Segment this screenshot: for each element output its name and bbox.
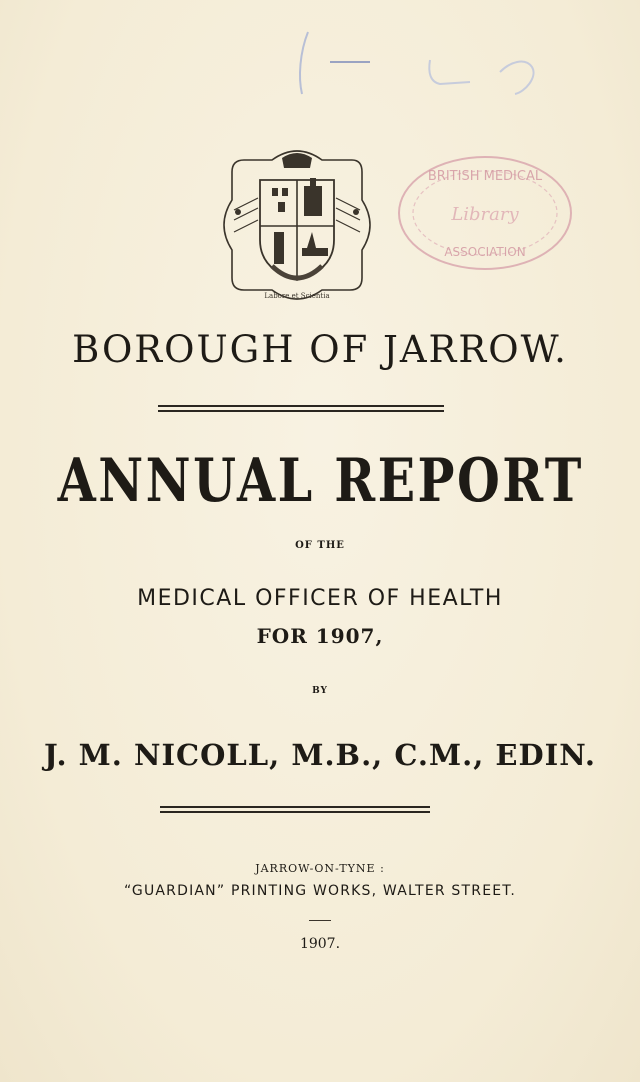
divider-top-1 [158, 405, 444, 407]
stamp-text-middle: Library [451, 204, 519, 225]
short-dash [309, 920, 331, 921]
publication-place: JARROW-ON-TYNE : [255, 862, 385, 875]
officer-title: MEDICAL OFFICER OF HEALTH [137, 586, 503, 611]
borough-seal-emblem [212, 140, 382, 310]
by-text: BY [312, 686, 328, 696]
author-name: J. M. NICOLL, M.B., C.M., EDIN. [44, 738, 596, 772]
seal-motto: Labore et Scientia [264, 292, 330, 300]
report-year-line: FOR 1907, [256, 624, 384, 648]
divider-bottom-2 [160, 811, 430, 813]
library-stamp [392, 148, 578, 278]
borough-title: BOROUGH OF JARROW. [72, 328, 568, 371]
pencil-annotation [270, 22, 570, 102]
report-title: ANNUAL REPORT [57, 446, 584, 516]
divider-top-2 [158, 410, 444, 412]
printer-line: “GUARDIAN” PRINTING WORKS, WALTER STREET. [123, 883, 517, 899]
stamp-text-bottom: ASSOCIATION [444, 245, 526, 259]
stamp-text-top: BRITISH MEDICAL [427, 169, 543, 184]
publication-year: 1907. [299, 936, 341, 952]
divider-bottom-1 [160, 806, 430, 808]
of-the-text: OF THE [295, 540, 345, 551]
